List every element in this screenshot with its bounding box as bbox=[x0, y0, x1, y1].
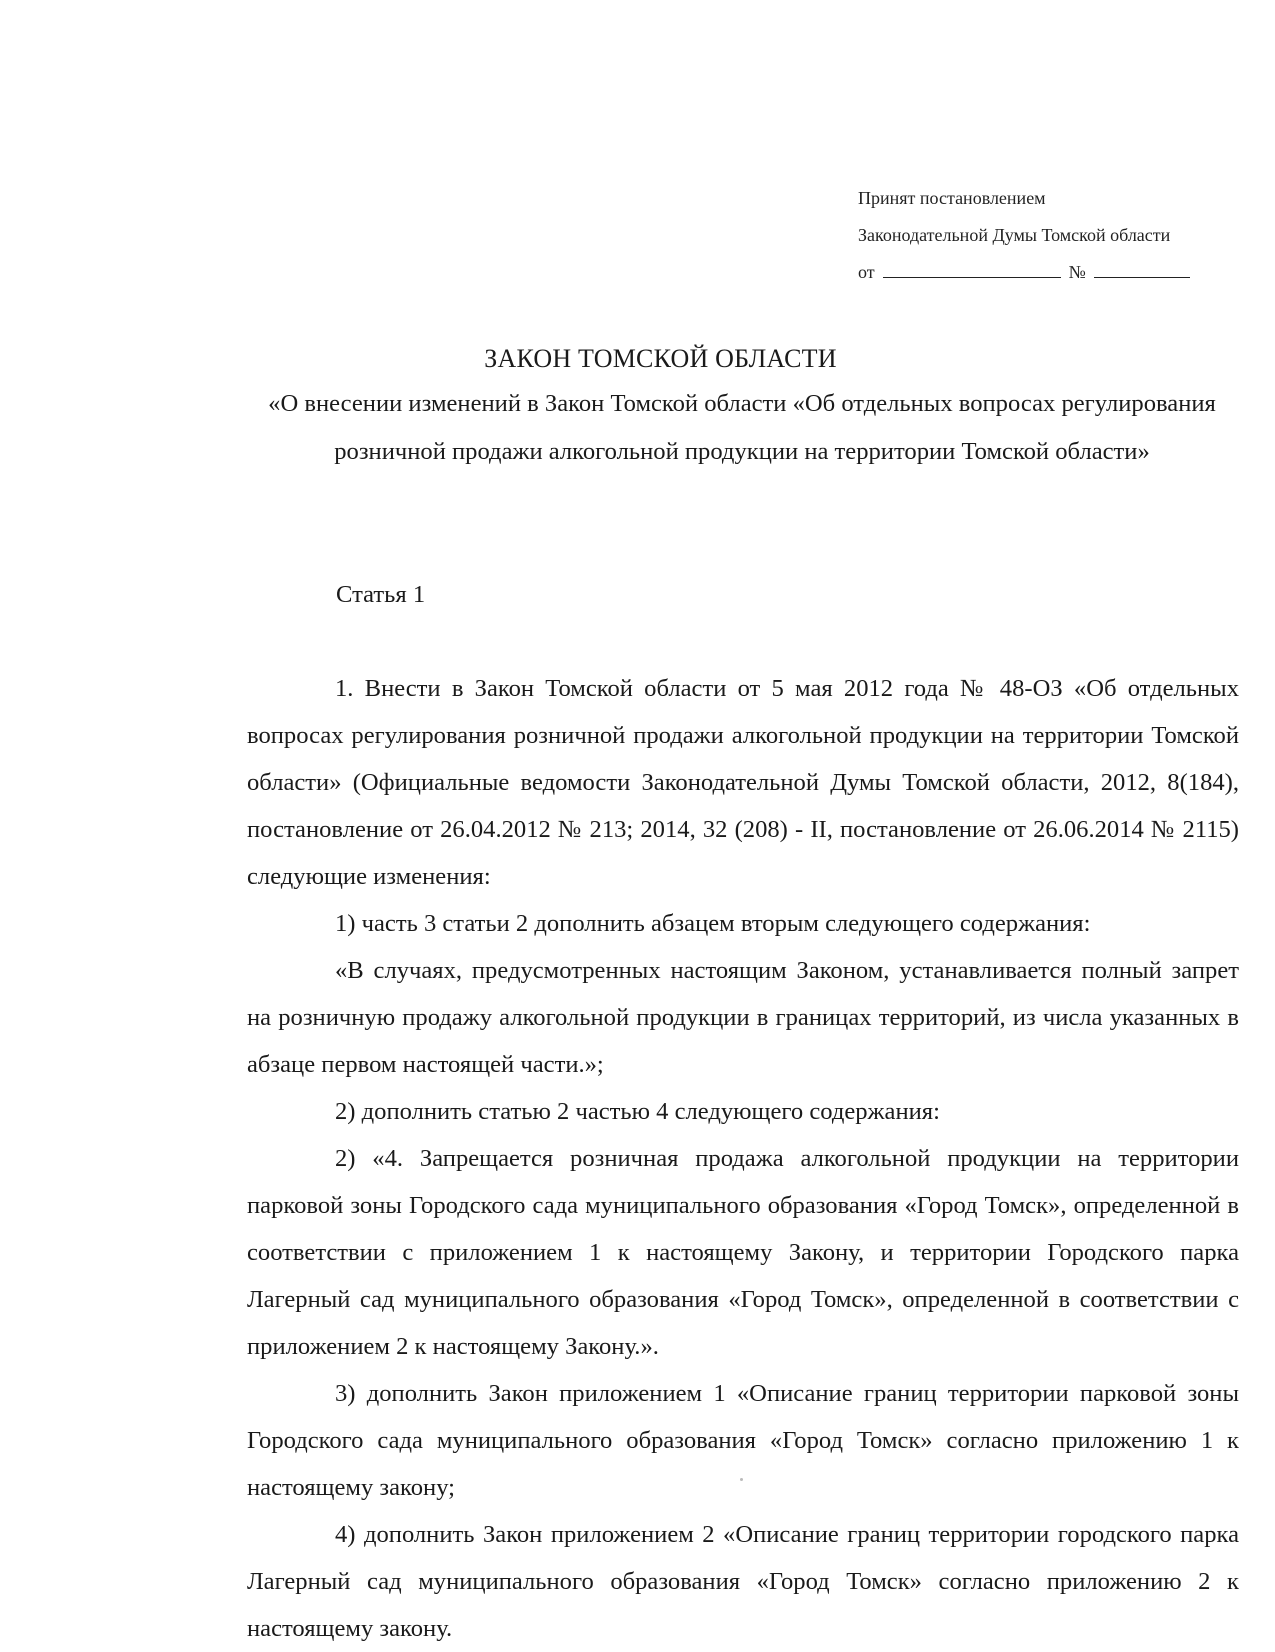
approval-block bbox=[858, 180, 1238, 291]
approval-date-blank bbox=[883, 263, 1061, 278]
article-heading: Статья 1 bbox=[336, 581, 426, 608]
law-title: ЗАКОН ТОМСКОЙ ОБЛАСТИ bbox=[484, 344, 837, 373]
law-subtitle: «О внесении изменений в Закон Томской области «Об отдельных вопросах регулирования розничной продажи алкогольной продукции на территории Томской области» bbox=[268, 390, 1216, 465]
scan-speck bbox=[740, 1478, 743, 1481]
paragraph-item-1: 1. Внести в Закон Томской области от 5 мая 2012 года № 48-ОЗ «Об отдельных вопросах регулирования розничной продажи алкогольной продукции на территории Томской области» (Официальные ведомости Законодательной Думы Томской области, 2012, 8(184), постановление от 26.04.2012 № 213; 2014, 32 (208) - II, постановление от 26.06.2014 № 2115) следующие изменения: bbox=[247, 675, 1239, 890]
paragraph-subitem-1: 1) часть 3 статьи 2 дополнить абзацем вторым следующего содержания: bbox=[335, 910, 1091, 937]
approval-date-number-line bbox=[858, 254, 1238, 291]
paragraph-subitem-4: 4) дополнить Закон приложением 2 «Описание границ территории городского парка Лагерный сад муниципального образования «Город Томск» согласно приложению 2 к настоящему закону. bbox=[247, 1521, 1239, 1642]
approval-number-blank bbox=[1094, 263, 1190, 278]
paragraph-subitem-3: 3) дополнить Закон приложением 1 «Описание границ территории парковой зоны Городского сада муниципального образования «Город Томск» согласно приложению 1 к настоящему закону; bbox=[247, 1380, 1239, 1501]
approval-line-1: Принят постановлением bbox=[858, 188, 1046, 208]
paragraph-subitem-2: 2) дополнить статью 2 частью 4 следующего содержания: bbox=[335, 1098, 940, 1125]
approval-from-label: от bbox=[858, 262, 875, 282]
paragraph-quote-2: 2) «4. Запрещается розничная продажа алкогольной продукции на территории парковой зоны Городского сада муниципального образования «Город Томск», определенной в соответствии с приложением 1 к настоящему Закону, и территории Городского парка Лагерный сад муниципального образования «Город Томск», определенной в соответствии с приложением 2 к настоящему Закону.». bbox=[247, 1145, 1239, 1360]
approval-number-label: № bbox=[1068, 262, 1086, 282]
article-body bbox=[247, 665, 1239, 1652]
paragraph-quote-1: «В случаях, предусмотренных настоящим Законом, устанавливается полный запрет на розничную продажу алкогольной продукции в границах территорий, из числа указанных в абзаце первом настоящей части.»; bbox=[247, 957, 1239, 1078]
approval-line-2: Законодательной Думы Томской области bbox=[858, 225, 1171, 245]
